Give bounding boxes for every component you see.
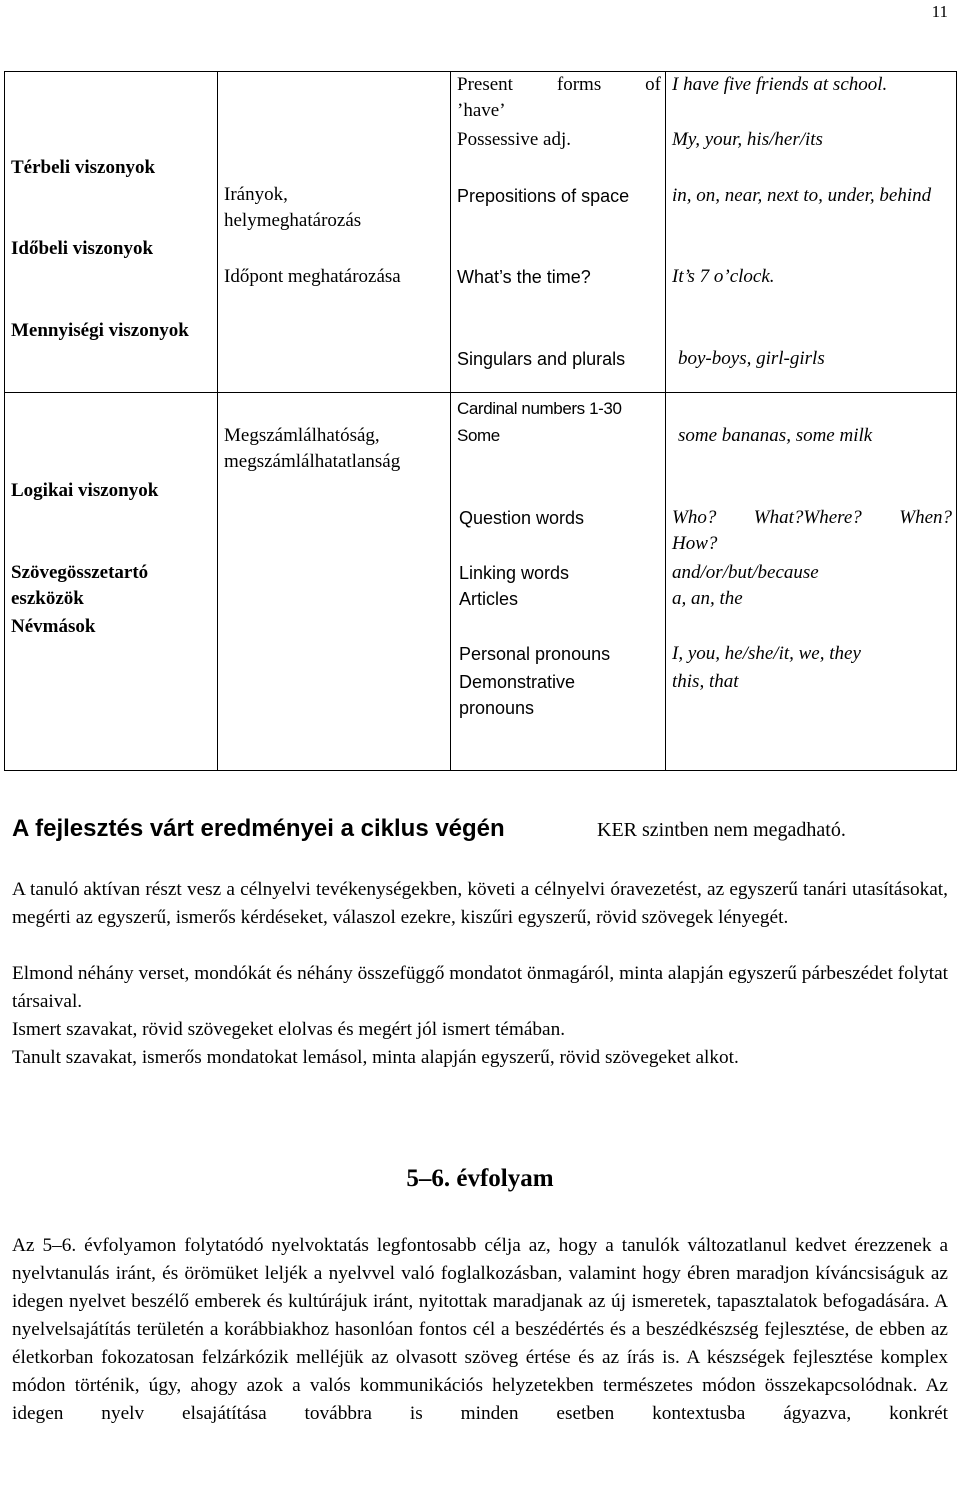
- logikai-label: Logikai viszonyok: [11, 480, 159, 501]
- articles-label: Articles: [459, 589, 519, 609]
- have-example: I have five friends at school.: [672, 74, 888, 95]
- time-label: What’s the time?: [457, 267, 591, 287]
- row2-col4: [666, 393, 957, 771]
- linking-example: and/or/but/because: [672, 562, 819, 583]
- row2-col1: [5, 393, 218, 771]
- question-example: Who? What?Where? When? How?: [672, 507, 952, 554]
- results-paragraph-4: Tanult szavakat, ismerős mondatokat lemásol, minta alapján egyszerű, rövid szövegeket alkot.: [12, 1047, 739, 1068]
- row1-col3: [451, 72, 666, 393]
- question-words-label: Question words: [459, 508, 585, 528]
- linking-words-label: Linking words: [459, 563, 570, 583]
- row2-col2: [218, 393, 451, 771]
- possessive-label: Possessive adj.: [457, 129, 571, 150]
- present-have-label: [457, 72, 661, 124]
- grade-paragraph-1: Az 5–6. évfolyamon folytatódó nyelvoktatás legfontosabb célja az, hogy a tanulók változatlanul kedvet érezzenek a nyelvtanulás iránt, és örömüket leljék a nyelvvel való foglalkozásban, valamint hogy ébren maradjon kíváncsiságuk az idegen nyelvet beszélő emberek és kultúrájuk iránt, nyitottak maradjanak az új ismeretek, tapasztalatok befogadására. A nyelvelsajátítás területén a korábbiakhoz hasonlóan fontos cél a beszédértés és a beszédkészség fejlesztése, de ebben az életkorban fokozatosan felzárkózik melléjük az olvasott szöveg értése és az írás is. A készségek fejlesztése komplex módon történik, úgy, ahogy azok a valós kommunikációs helyzetekben természetes módon összekapcsolódnak. Az idegen nyelv elsajátítása továbbra is minden esetben kontextusba ágyazva, konkrét: [12, 1235, 948, 1424]
- results-paragraph-1: A tanuló aktívan részt vesz a célnyelvi tevékenységekben, követi a célnyelvi óravezetést, az egyszerű tanári utasításokat, megérti az egyszerű, ismerős kérdéseket, válaszol ezekre, kiszűri egyszerű, rövid szövegek lényegét.: [12, 879, 948, 928]
- demonstrative-label: Demonstrative pronouns: [459, 672, 576, 718]
- iranyok-label: Irányok, helymeghatározás: [224, 184, 362, 231]
- megszamlalhatosag-label: Megszámlálhatóság, megszámlálhatatlanság: [224, 425, 401, 472]
- personal-pronouns-label: Personal pronouns: [459, 644, 611, 664]
- results-paragraph-2: Elmond néhány verset, mondókát és néhány összefüggő mondatot önmagáról, minta alapján egyszerű párbeszédet folytat társaival.: [12, 963, 948, 1012]
- cardinal-label: Cardinal numbers 1-30: [457, 399, 622, 418]
- terbeli-label: Térbeli viszonyok: [11, 157, 156, 178]
- forms-word: forms: [556, 74, 602, 95]
- nevmasok-label: Névmások: [11, 616, 96, 637]
- articles-example: a, an, the: [672, 588, 743, 609]
- results-note: KER szintben nem megadható.: [597, 819, 846, 841]
- some-label: Some: [457, 426, 500, 445]
- prepositions-example: in, on, near, next to, under, behind: [672, 185, 932, 206]
- idobeli-label: Időbeli viszonyok: [11, 238, 154, 259]
- grade-heading: 5–6. évfolyam: [406, 1165, 554, 1192]
- row1-col1: [5, 72, 218, 393]
- plurals-example: boy-boys, girl-girls: [678, 348, 825, 369]
- demonstrative-example: this, that: [672, 671, 739, 692]
- present-word: Present: [457, 74, 513, 95]
- mennyisegi-label: Mennyiségi viszonyok: [11, 320, 189, 341]
- page-number: 11: [931, 2, 948, 21]
- row2-col3: [451, 393, 666, 771]
- time-example: It’s 7 o’clock.: [672, 266, 775, 287]
- of-word: of: [645, 74, 661, 95]
- singulars-label: Singulars and plurals: [457, 349, 626, 369]
- idopont-label: Időpont meghatározása: [224, 266, 401, 287]
- row1-col2: [218, 72, 451, 393]
- have-word: ’have’: [457, 100, 506, 121]
- possessive-example: My, your, his/her/its: [672, 129, 823, 150]
- grammar-table: [4, 71, 957, 771]
- results-heading: A fejlesztés várt eredményei a ciklus végén: [12, 815, 505, 842]
- some-example: some bananas, some milk: [678, 425, 873, 446]
- prepositions-label: Prepositions of space: [457, 186, 630, 206]
- results-paragraph-3: Ismert szavakat, rövid szövegeket elolvas és megért jól ismert témában.: [12, 1019, 566, 1040]
- personal-example: I, you, he/she/it, we, they: [672, 643, 861, 664]
- row1-col4: [666, 72, 957, 393]
- szovegosszetarto-label: Szövegösszetartó eszközök: [11, 562, 149, 609]
